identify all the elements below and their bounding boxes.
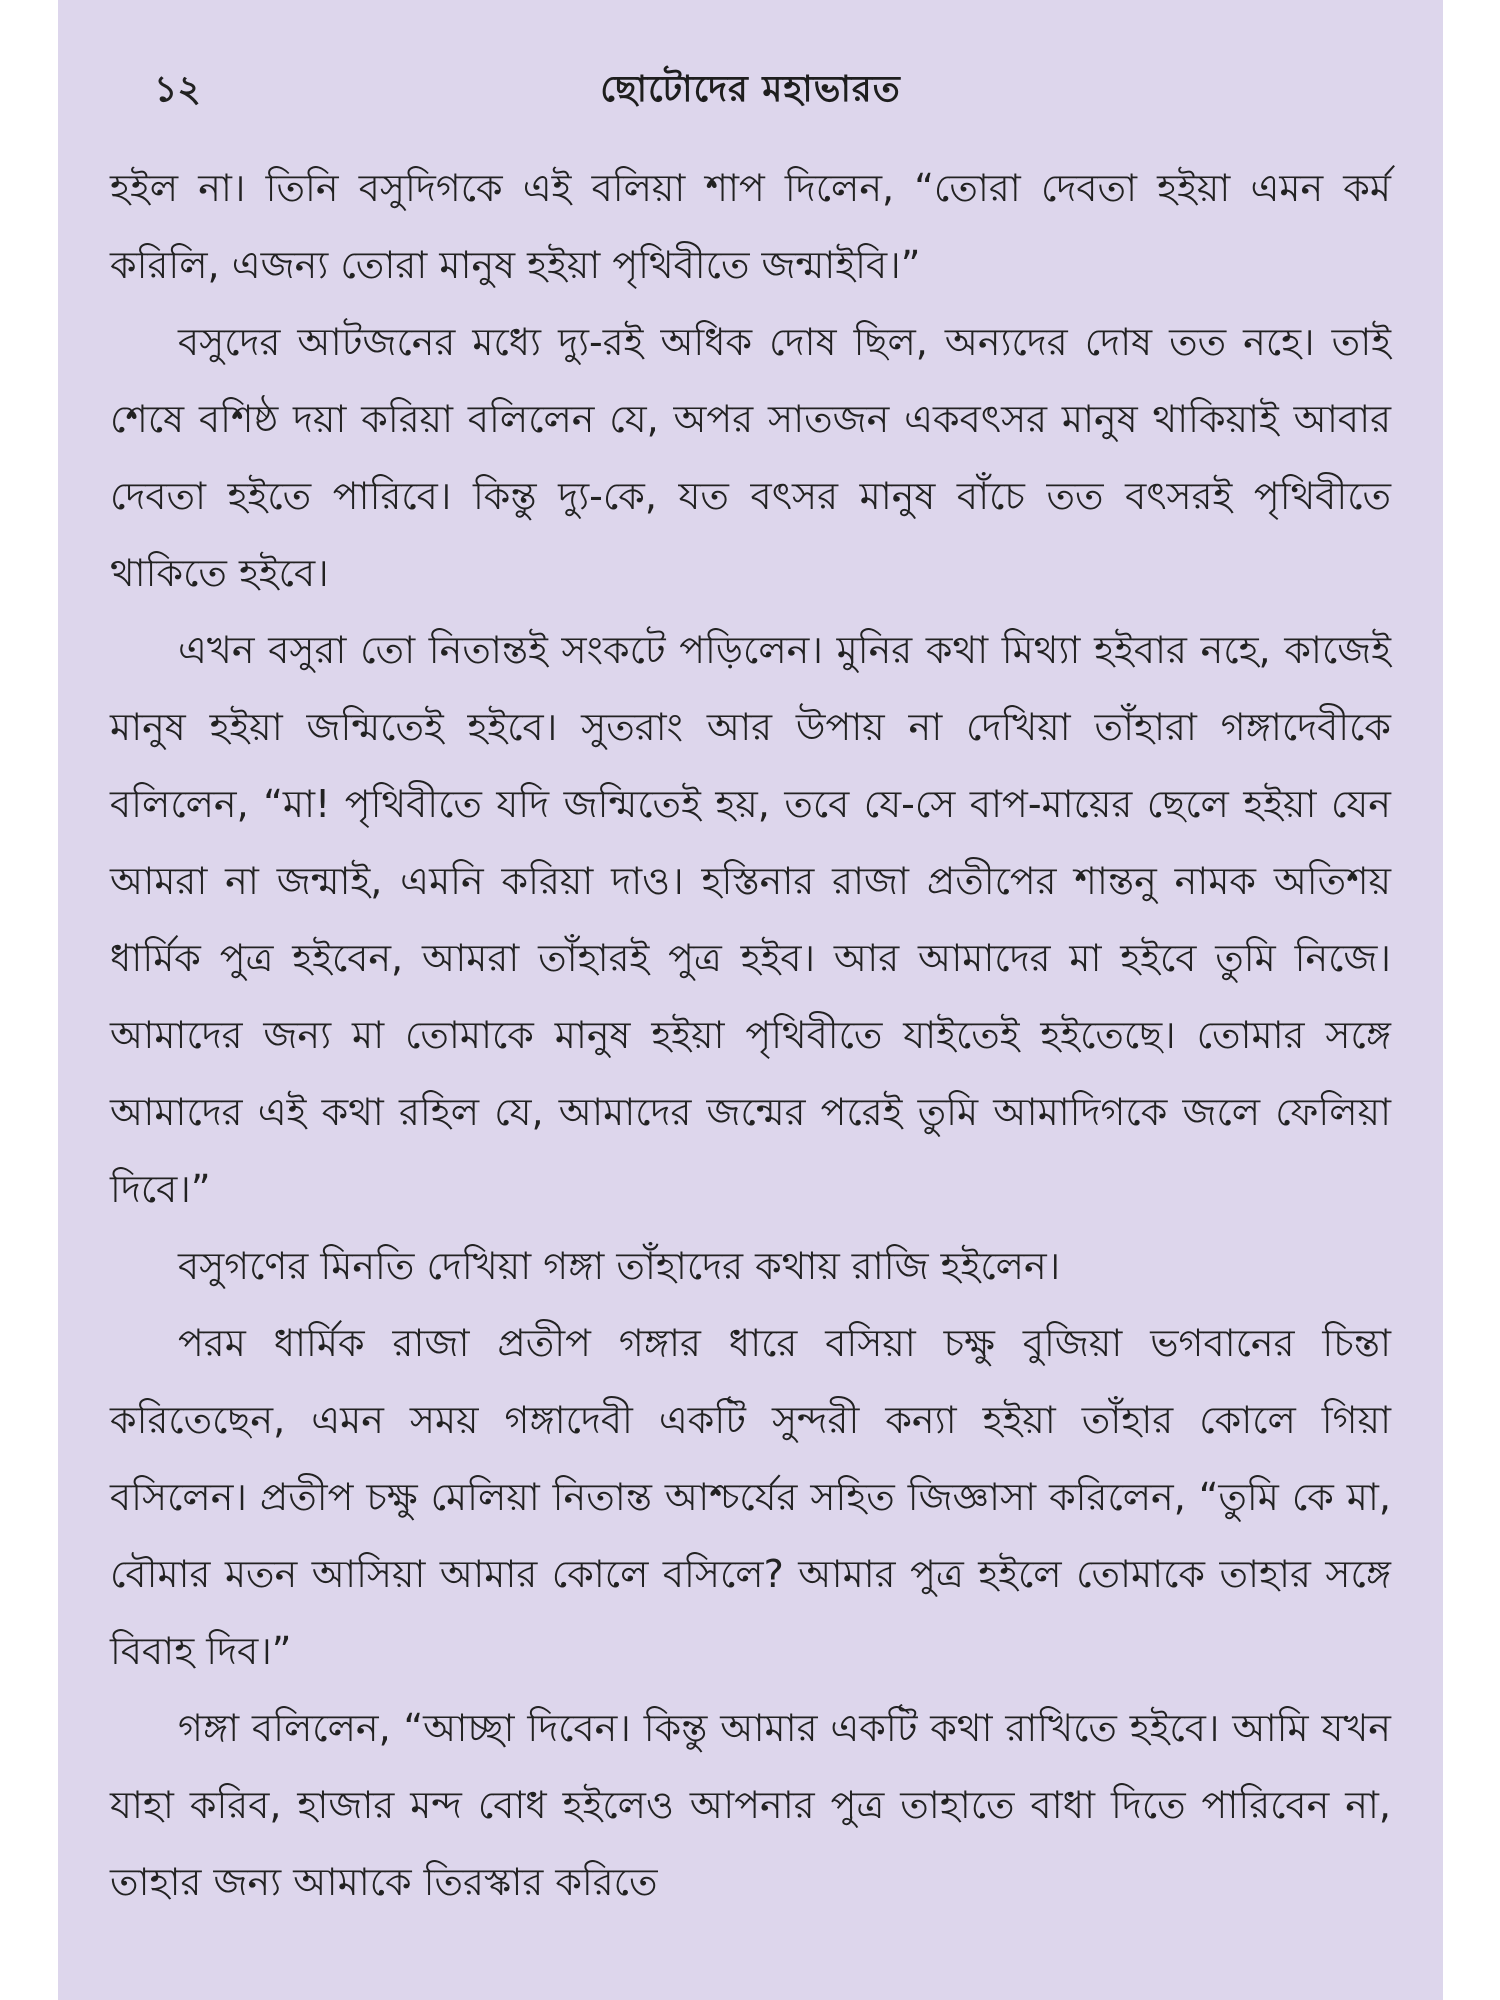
running-title: ছোটোদের মহাভারত (600, 68, 901, 110)
paragraph: হইল না। তিনি বসুদিগকে এই বলিয়া শাপ দিলেন, “তোরা দেবতা হইয়া এমন কর্ম করিলি, এজন্য তোরা মানুষ হইয়া পৃথিবীতে জন্মাইবি।” (110, 166, 1391, 287)
page-number: ১২ (154, 68, 201, 110)
paragraph: এখন বসুরা তো নিতান্তই সংকটে পড়িলেন। মুনির কথা মিথ্যা হইবার নহে, কাজেই মানুষ হইয়া জন্মিতেই হইবে। সুতরাং আর উপায় না দেখিয়া তাঁহারা গঙ্গাদেবীকে বলিলেন, “মা! পৃথিবীতে যদি জন্মিতেই হয়, তবে যে-সে বাপ-মায়ের ছেলে হইয়া যেন আমরা না জন্মাই, এমনি করিয়া দাও। হস্তিনার রাজা প্রতীপের শান্তনু নামক অতিশয় ধার্মিক পুত্র হইবেন, আমরা তাঁহারই পুত্র হইব। আর আমাদের মা হইবে তুমি নিজে। আমাদের জন্য মা তোমাকে মানুষ হইয়া পৃথিবীতে যাইতেই হইতেছে। তোমার সঙ্গে আমাদের এই কথা রহিল যে, আমাদের জন্মের পরেই তুমি আমাদিগকে জলে ফেলিয়া দিবে।” (110, 628, 1391, 1211)
paragraph: পরম ধার্মিক রাজা প্রতীপ গঙ্গার ধারে বসিয়া চক্ষু বুজিয়া ভগবানের চিন্তা করিতেছেন, এমন সময় গঙ্গাদেবী একটি সুন্দরী কন্যা হইয়া তাঁহার কোলে গিয়া বসিলেন। প্রতীপ চক্ষু মেলিয়া নিতান্ত আশ্চর্যের সহিত জিজ্ঞাসা করিলেন, “তুমি কে মা, বৌমার মতন আসিয়া আমার কোলে বসিলে? আমার পুত্র হইলে তোমাকে তাহার সঙ্গে বিবাহ দিব।” (110, 1321, 1391, 1673)
paragraph: বসুগণের মিনতি দেখিয়া গঙ্গা তাঁহাদের কথায় রাজি হইলেন। (178, 1244, 1061, 1288)
book-page (58, 0, 1443, 2000)
paragraph: গঙ্গা বলিলেন, “আচ্ছা দিবেন। কিন্তু আমার একটি কথা রাখিতে হইবে। আমি যখন যাহা করিব, হাজার মন্দ বোধ হইলেও আপনার পুত্র তাহাতে বাধা দিতে পারিবেন না, তাহার জন্য আমাকে তিরস্কার করিতে (110, 1706, 1391, 1904)
page-header (106, 62, 1395, 132)
body-text (110, 150, 1391, 1921)
paragraph: বসুদের আটজনের মধ্যে দ্যু-রই অধিক দোষ ছিল, অন্যদের দোষ তত নহে। তাই শেষে বশিষ্ঠ দয়া করিয়া বলিলেন যে, অপর সাতজন একবৎসর মানুষ থাকিয়াই আবার দেবতা হইতে পারিবে। কিন্তু দ্যু-কে, যত বৎসর মানুষ বাঁচে তত বৎসরই পৃথিবীতে থাকিতে হইবে। (110, 320, 1391, 595)
